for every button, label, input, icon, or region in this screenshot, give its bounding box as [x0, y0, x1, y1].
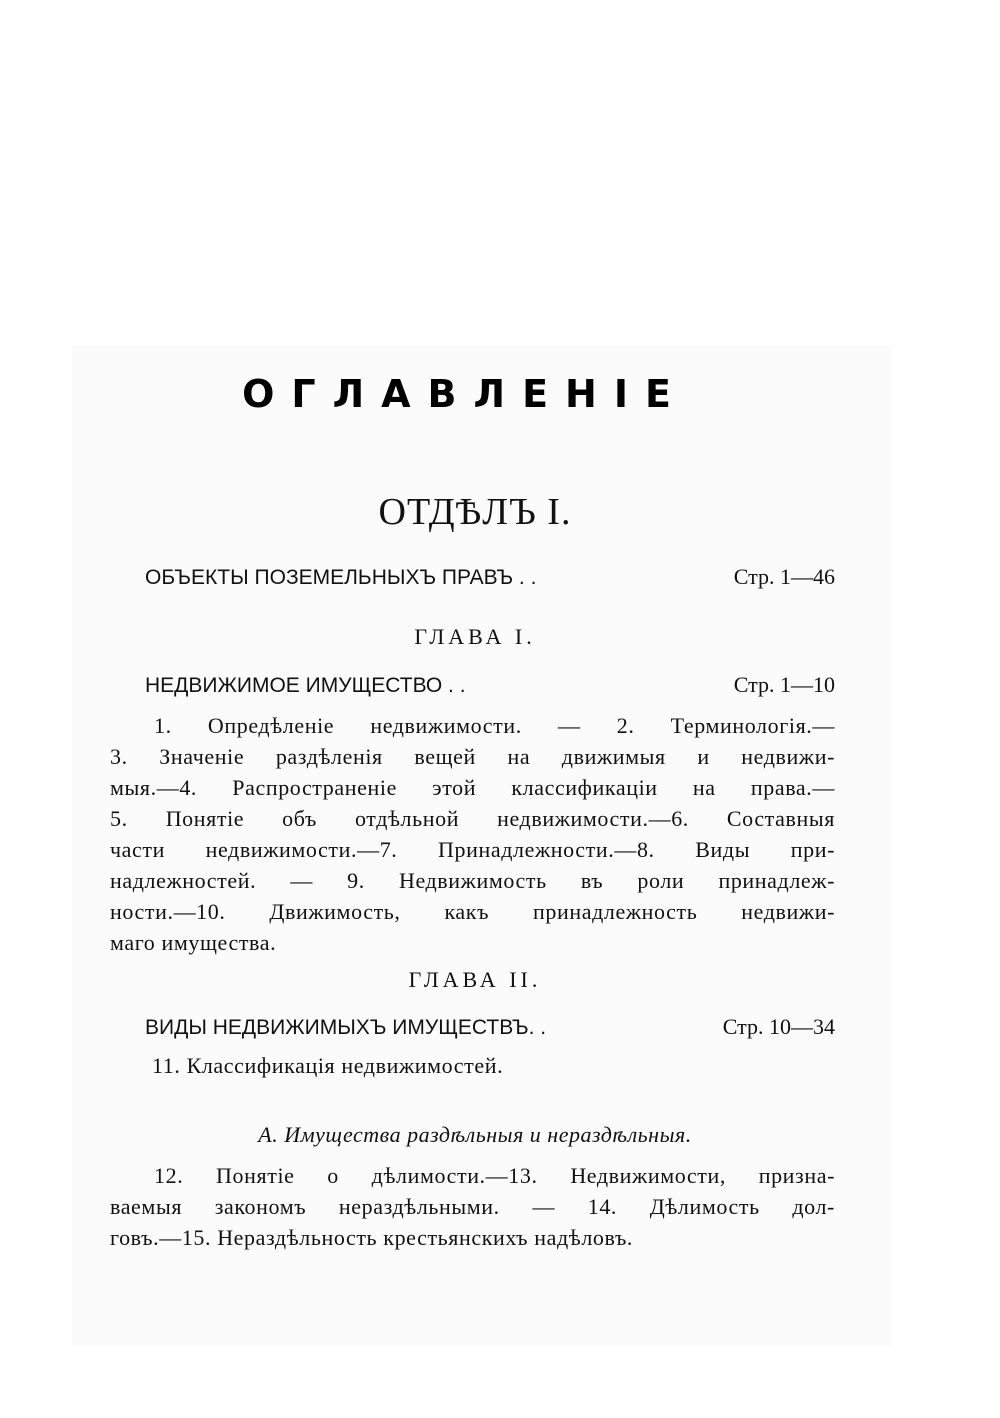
- subsection-line: говъ.—15. Нераздѣльность крестьянскихъ надѣловъ.: [110, 1225, 634, 1250]
- chapter-1-line: 3. Значеніе раздѣленія вещей на движимыя и недвижи-: [110, 744, 835, 769]
- chapter-1-line: 5. Понятіе объ отдѣльной недвижимости.—6. Составныя: [110, 806, 835, 831]
- chapter-2-intro: 11. Классификація недвижимостей.: [152, 1053, 504, 1078]
- page-title: ОГЛАВЛЕНІЕ: [242, 372, 688, 416]
- chapter-1-heading: ГЛАВА I.: [414, 624, 536, 649]
- chapter-1-line: надлежностей. — 9. Недвижимость въ роли принадлеж-: [110, 868, 835, 893]
- chapter-2-entry-label: ВИДЫ НЕДВИЖИМЫХЪ ИМУЩЕСТВЪ. .: [145, 1016, 547, 1039]
- section-entry-pages: Стр. 1—46: [733, 564, 835, 589]
- chapter-1-line: ности.—10. Движимость, какъ принадлежность недвижи-: [110, 899, 835, 924]
- chapter-1-line: мыя.—4. Распространеніе этой классификаціи на права.—: [110, 775, 835, 800]
- subsection-heading: А. Имущества раздѣльныя и нераздѣльныя.: [258, 1122, 692, 1147]
- section-entry-label: ОБЪЕКТЫ ПОЗЕМЕЛЬНЫХЪ ПРАВЪ . .: [145, 566, 537, 589]
- chapter-1-line: 1. Опредѣленіе недвижимости. — 2. Терминологія.—: [154, 713, 835, 738]
- chapter-1-line: части недвижимости.—7. Принадлежности.—8. Виды при-: [110, 837, 835, 862]
- chapter-1-contents: [110, 710, 835, 958]
- chapter-1-entry-label: НЕДВИЖИМОЕ ИМУЩЕСТВО . .: [145, 674, 466, 697]
- section-entry: [145, 564, 835, 590]
- subsection-contents: [110, 1160, 835, 1253]
- subsection-line: 12. Понятіе о дѣлимости.—13. Недвижимости, призна-: [154, 1163, 835, 1188]
- chapter-1-line: маго имущества.: [110, 930, 277, 955]
- chapter-2-heading: ГЛАВА II.: [408, 967, 542, 992]
- chapter-1-entry: [145, 672, 835, 698]
- chapter-2-entry-pages: Стр. 10—34: [722, 1014, 835, 1039]
- subsection-line: ваемыя закономъ нераздѣльными. — 14. Дѣлимость дол-: [110, 1194, 835, 1219]
- chapter-2-entry: [145, 1014, 835, 1040]
- chapter-1-entry-pages: Стр. 1—10: [733, 672, 835, 697]
- section-title: ОТДѢЛЪ I.: [378, 491, 572, 533]
